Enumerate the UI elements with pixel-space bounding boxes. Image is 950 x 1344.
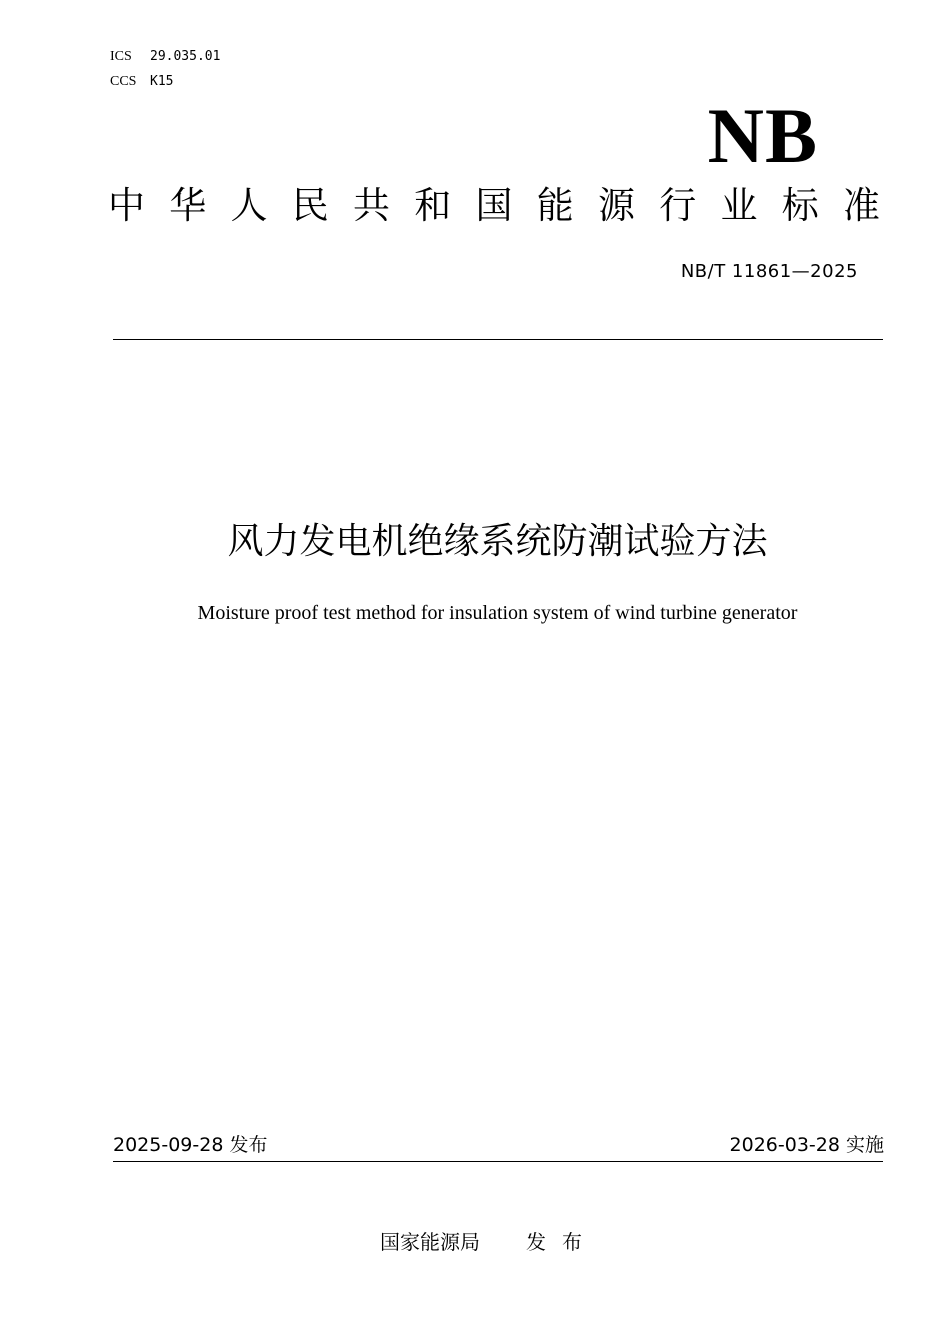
title-char: 人 xyxy=(230,184,268,227)
ccs-value: K15 xyxy=(150,74,174,89)
title-char: 准 xyxy=(843,184,880,227)
ics-classification xyxy=(110,47,220,66)
ics-label: ICS xyxy=(110,49,132,64)
publisher-line xyxy=(380,1228,598,1256)
title-char: 能 xyxy=(536,184,574,227)
release-date: 2025-09-28 发布 xyxy=(113,1134,268,1156)
standard-category-title xyxy=(108,183,880,229)
title-char: 标 xyxy=(781,184,819,227)
ics-value: 29.035.01 xyxy=(150,49,221,64)
publisher-name: 国家能源局 xyxy=(380,1230,480,1254)
implementation-date: 2026-03-28 实施 xyxy=(729,1134,884,1156)
title-char: 国 xyxy=(475,184,513,227)
publish-action: 发布 xyxy=(526,1230,598,1254)
title-char: 共 xyxy=(353,184,390,227)
bottom-divider xyxy=(113,1161,883,1162)
title-char: 中 xyxy=(108,184,145,227)
title-char: 民 xyxy=(291,184,329,227)
ccs-label: CCS xyxy=(110,74,137,89)
title-char: 华 xyxy=(169,184,207,227)
ccs-classification xyxy=(110,72,173,91)
document-title-chinese: 风力发电机绝缘系统防潮试验方法 xyxy=(227,521,768,562)
title-char: 业 xyxy=(720,184,758,227)
standard-number: NB/T 11861—2025 xyxy=(680,261,858,282)
title-char: 和 xyxy=(414,184,452,227)
title-char: 行 xyxy=(659,184,697,227)
top-divider xyxy=(113,339,883,340)
document-title-english: Moisture proof test method for insulation system of wind turbine generator xyxy=(197,602,798,624)
title-char: 源 xyxy=(598,184,635,227)
nb-logo: NB xyxy=(707,92,818,179)
